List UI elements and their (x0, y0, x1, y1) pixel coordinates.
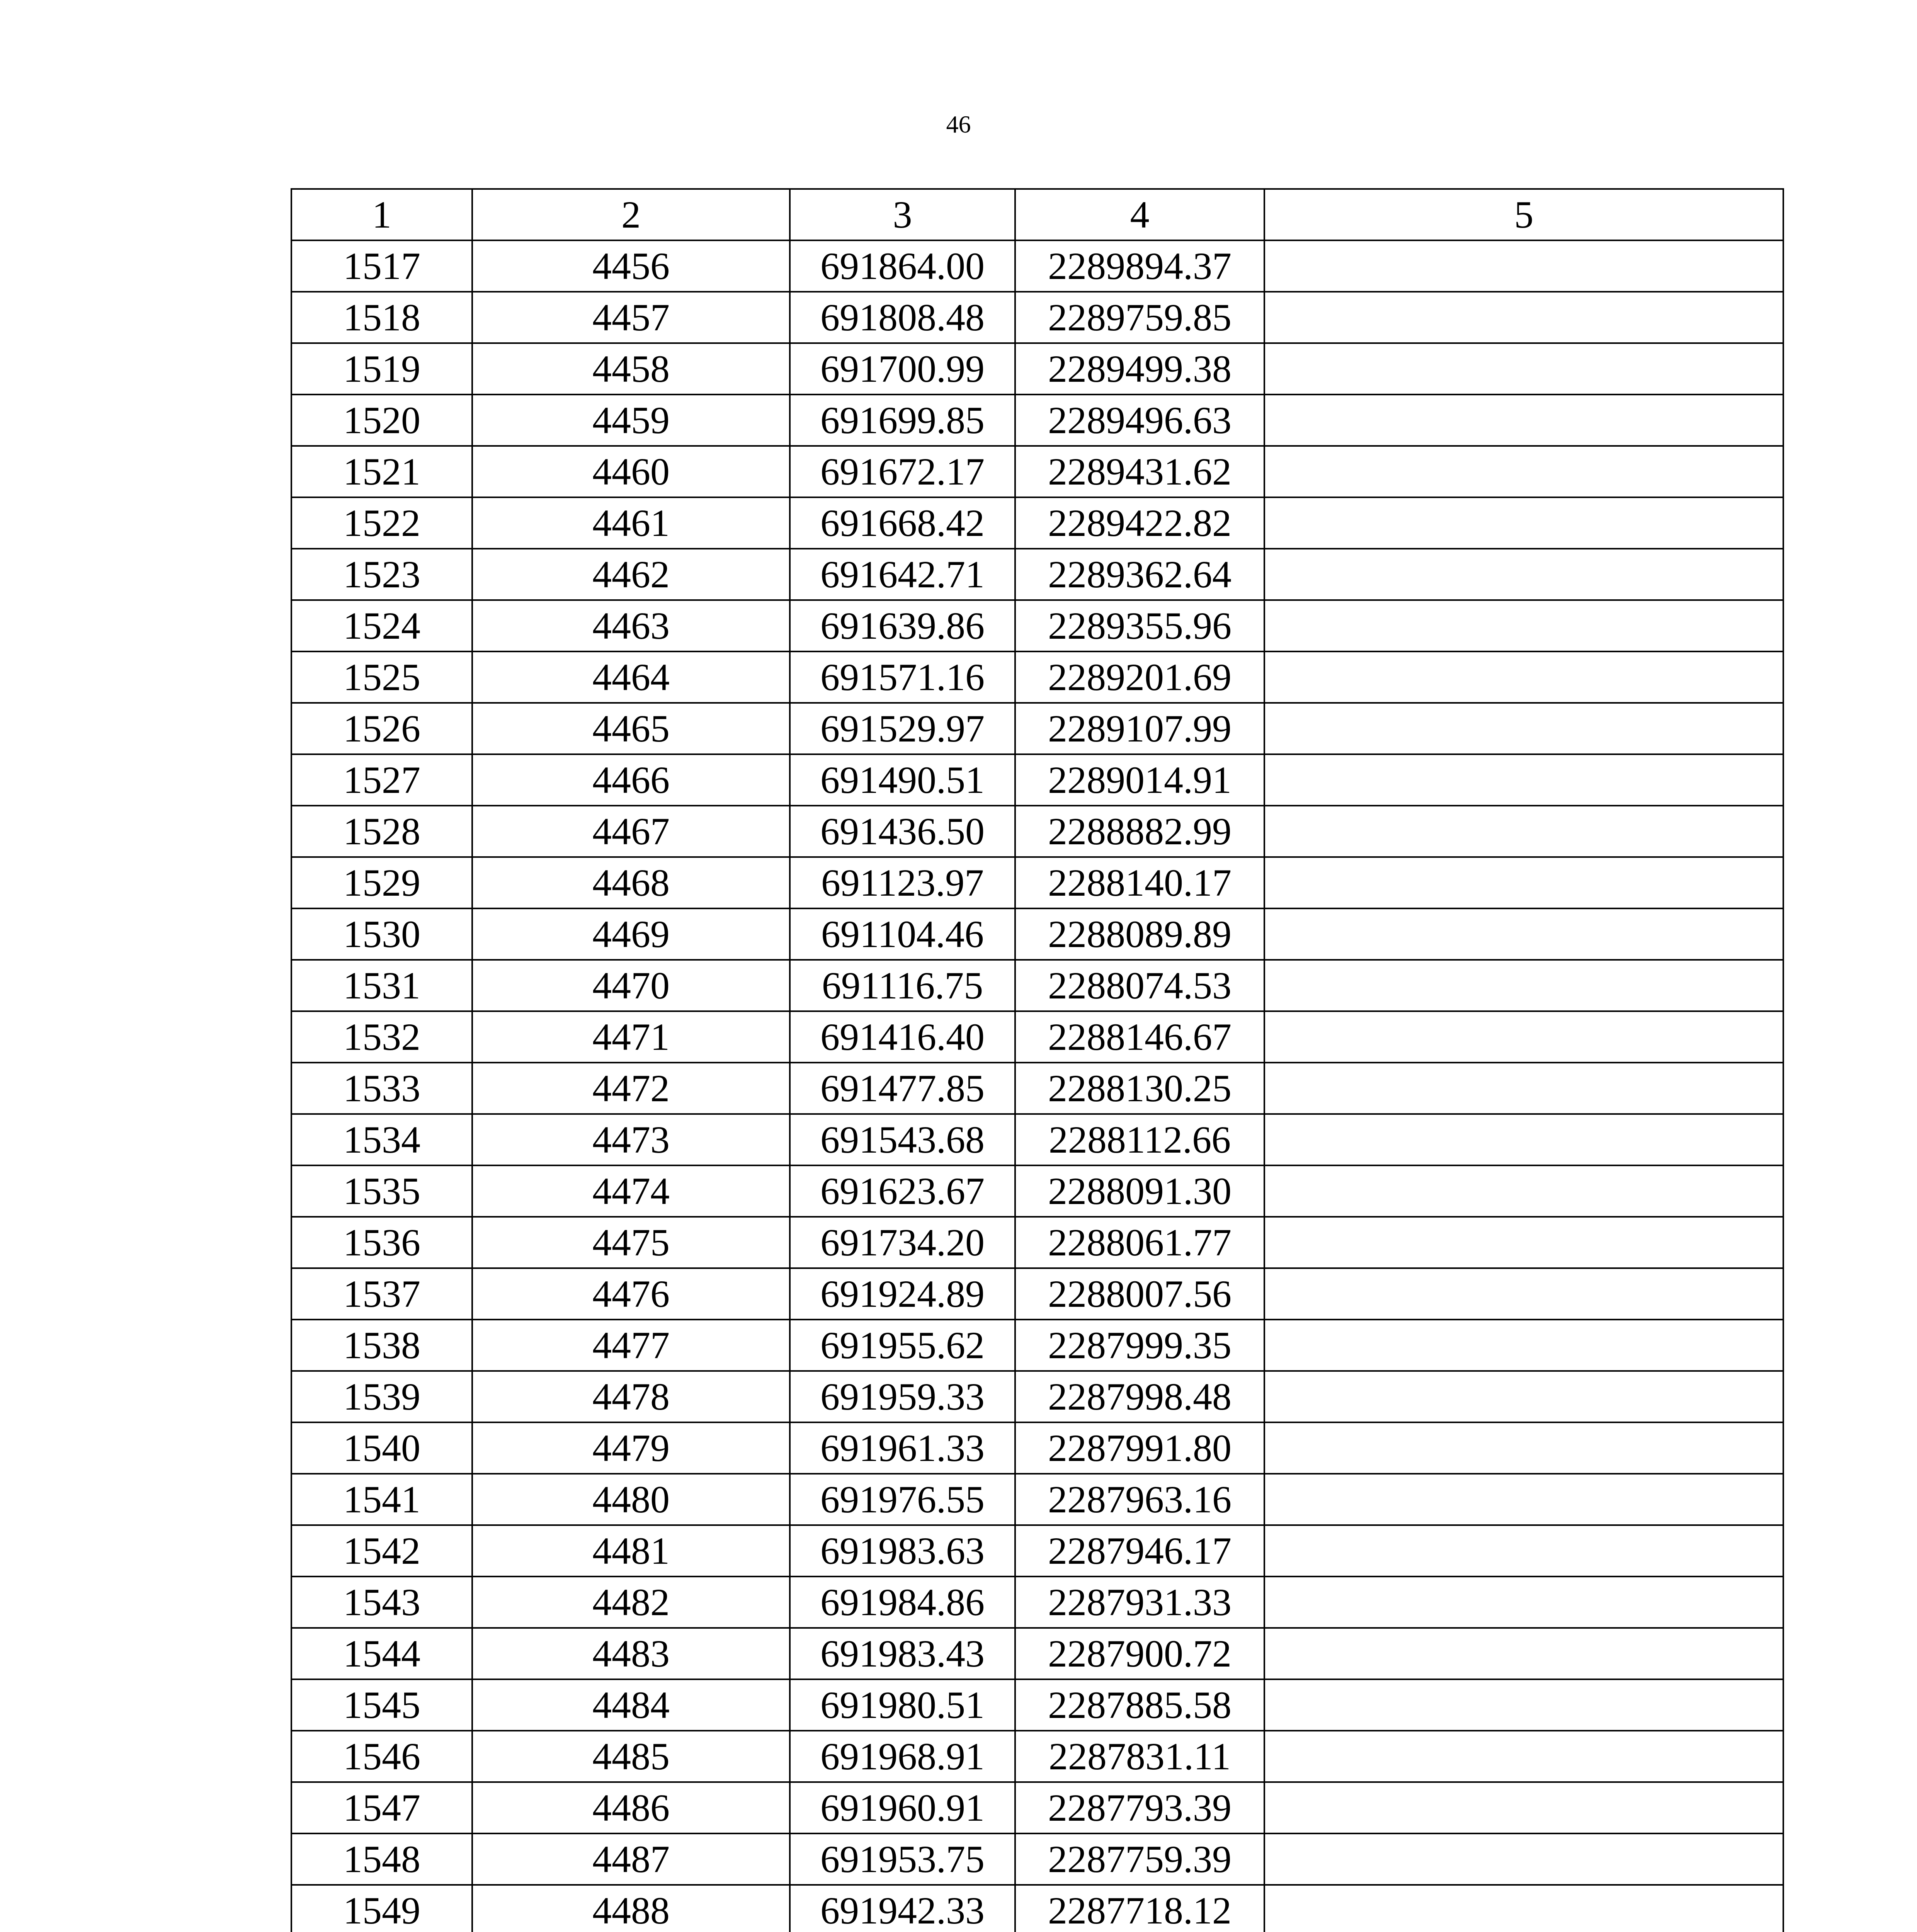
table-row (291, 1371, 1783, 1422)
table-cell: 2288130.25 (1015, 1063, 1264, 1114)
table-cell: 4479 (472, 1422, 790, 1474)
table-cell: 691571.16 (790, 651, 1015, 703)
table-cell: 4482 (472, 1577, 790, 1628)
table-cell: 4471 (472, 1011, 790, 1063)
table-cell: 691808.48 (790, 292, 1015, 343)
table-cell: 4473 (472, 1114, 790, 1165)
table-cell: 691123.97 (790, 857, 1015, 908)
table-cell: 691672.17 (790, 446, 1015, 497)
column-header: 2 (472, 189, 790, 240)
table-cell: 691543.68 (790, 1114, 1015, 1165)
table-cell: 1536 (291, 1217, 472, 1268)
table-row (291, 1885, 1783, 1932)
table-cell: 4470 (472, 960, 790, 1011)
table-cell (1264, 343, 1783, 395)
table-cell (1264, 960, 1783, 1011)
table-cell: 1525 (291, 651, 472, 703)
table-row (291, 1011, 1783, 1063)
table-cell: 2287900.72 (1015, 1628, 1264, 1679)
table-row (291, 1679, 1783, 1731)
table-cell: 1527 (291, 754, 472, 806)
table-cell: 4475 (472, 1217, 790, 1268)
table-cell: 2288882.99 (1015, 806, 1264, 857)
table-cell: 691955.62 (790, 1320, 1015, 1371)
table-cell: 4483 (472, 1628, 790, 1679)
table-cell: 691477.85 (790, 1063, 1015, 1114)
table-cell: 691416.40 (790, 1011, 1015, 1063)
table-cell (1264, 703, 1783, 754)
table-cell (1264, 1885, 1783, 1932)
table-cell (1264, 1011, 1783, 1063)
table-row (291, 549, 1783, 600)
table-cell: 2289362.64 (1015, 549, 1264, 600)
table-row (291, 1320, 1783, 1371)
table-cell: 691983.63 (790, 1525, 1015, 1577)
table-cell: 2287963.16 (1015, 1474, 1264, 1525)
table-cell: 1535 (291, 1165, 472, 1217)
table-row (291, 292, 1783, 343)
table-cell: 2288112.66 (1015, 1114, 1264, 1165)
table-cell: 4478 (472, 1371, 790, 1422)
table-cell: 691104.46 (790, 908, 1015, 960)
table-cell (1264, 600, 1783, 651)
table-cell: 4484 (472, 1679, 790, 1731)
table-cell: 2289759.85 (1015, 292, 1264, 343)
column-header: 5 (1264, 189, 1783, 240)
table-row (291, 446, 1783, 497)
table-row (291, 960, 1783, 1011)
table-row (291, 395, 1783, 446)
table-cell (1264, 806, 1783, 857)
table-row (291, 1474, 1783, 1525)
table-cell (1264, 1063, 1783, 1114)
table-row (291, 497, 1783, 549)
table-row (291, 1268, 1783, 1320)
table-cell: 691980.51 (790, 1679, 1015, 1731)
table-cell: 691953.75 (790, 1833, 1015, 1885)
table-cell (1264, 1217, 1783, 1268)
table-row (291, 1782, 1783, 1833)
table-row (291, 600, 1783, 651)
table-cell: 691864.00 (790, 240, 1015, 292)
table-cell: 4466 (472, 754, 790, 806)
table-cell: 691623.67 (790, 1165, 1015, 1217)
table-cell: 4472 (472, 1063, 790, 1114)
table-cell: 1531 (291, 960, 472, 1011)
table-header-row (291, 189, 1783, 240)
table-cell (1264, 1165, 1783, 1217)
table-cell: 691968.91 (790, 1731, 1015, 1782)
table-cell: 4488 (472, 1885, 790, 1932)
table-cell: 1518 (291, 292, 472, 343)
table-cell (1264, 1833, 1783, 1885)
table-cell: 2289107.99 (1015, 703, 1264, 754)
table-row (291, 1525, 1783, 1577)
table-cell: 691976.55 (790, 1474, 1015, 1525)
table-cell (1264, 1422, 1783, 1474)
table-cell (1264, 908, 1783, 960)
table-row (291, 651, 1783, 703)
table-cell: 1542 (291, 1525, 472, 1577)
table-cell: 1537 (291, 1268, 472, 1320)
table-cell: 2288089.89 (1015, 908, 1264, 960)
table-cell: 1524 (291, 600, 472, 651)
table-cell: 691668.42 (790, 497, 1015, 549)
table-cell (1264, 1525, 1783, 1577)
table-cell: 1539 (291, 1371, 472, 1422)
table-cell: 691924.89 (790, 1268, 1015, 1320)
table-cell: 2287759.39 (1015, 1833, 1264, 1885)
table-cell: 691529.97 (790, 703, 1015, 754)
table-cell (1264, 857, 1783, 908)
table-cell: 691942.33 (790, 1885, 1015, 1932)
table-cell: 4467 (472, 806, 790, 857)
table-cell: 1541 (291, 1474, 472, 1525)
table-cell: 2288061.77 (1015, 1217, 1264, 1268)
table-cell: 2287998.48 (1015, 1371, 1264, 1422)
table-cell (1264, 1731, 1783, 1782)
table-cell: 691961.33 (790, 1422, 1015, 1474)
table-cell: 4462 (472, 549, 790, 600)
table-cell: 1526 (291, 703, 472, 754)
table-cell: 2289422.82 (1015, 497, 1264, 549)
table-cell: 1517 (291, 240, 472, 292)
table-cell: 691734.20 (790, 1217, 1015, 1268)
table-cell: 2287831.11 (1015, 1731, 1264, 1782)
table-row (291, 1063, 1783, 1114)
table-cell (1264, 240, 1783, 292)
table-cell: 4463 (472, 600, 790, 651)
table-cell: 691116.75 (790, 960, 1015, 1011)
table-cell: 4487 (472, 1833, 790, 1885)
table-cell: 1540 (291, 1422, 472, 1474)
table-cell: 691983.43 (790, 1628, 1015, 1679)
table-row (291, 1217, 1783, 1268)
coordinates-table (291, 188, 1784, 1932)
table-cell: 2287793.39 (1015, 1782, 1264, 1833)
table-cell: 691984.86 (790, 1577, 1015, 1628)
table-cell: 4485 (472, 1731, 790, 1782)
table-cell (1264, 1474, 1783, 1525)
table-cell: 4469 (472, 908, 790, 960)
table-cell: 691700.99 (790, 343, 1015, 395)
table-cell (1264, 446, 1783, 497)
table-cell: 4486 (472, 1782, 790, 1833)
table-cell: 4465 (472, 703, 790, 754)
table-cell: 4481 (472, 1525, 790, 1577)
table-cell: 2289014.91 (1015, 754, 1264, 806)
table-cell: 4457 (472, 292, 790, 343)
table-cell (1264, 651, 1783, 703)
table-row (291, 1165, 1783, 1217)
table-row (291, 240, 1783, 292)
table-cell: 691960.91 (790, 1782, 1015, 1833)
table-cell: 1520 (291, 395, 472, 446)
table-cell: 1530 (291, 908, 472, 960)
table-row (291, 908, 1783, 960)
table-cell: 2289431.62 (1015, 446, 1264, 497)
table-cell (1264, 1371, 1783, 1422)
column-header: 4 (1015, 189, 1264, 240)
table-cell: 691959.33 (790, 1371, 1015, 1422)
table-cell: 1548 (291, 1833, 472, 1885)
table-cell: 1543 (291, 1577, 472, 1628)
page-number: 46 (946, 111, 971, 138)
table-cell: 691490.51 (790, 754, 1015, 806)
table-row (291, 703, 1783, 754)
table-cell (1264, 1577, 1783, 1628)
table-cell (1264, 395, 1783, 446)
table-row (291, 1577, 1783, 1628)
table-cell: 2287999.35 (1015, 1320, 1264, 1371)
table-cell: 2288091.30 (1015, 1165, 1264, 1217)
table-cell: 4477 (472, 1320, 790, 1371)
table-cell: 1519 (291, 343, 472, 395)
table-cell: 2288140.17 (1015, 857, 1264, 908)
table-cell: 2288007.56 (1015, 1268, 1264, 1320)
table-cell: 691699.85 (790, 395, 1015, 446)
column-header: 3 (790, 189, 1015, 240)
table-cell: 691639.86 (790, 600, 1015, 651)
table-cell: 2289894.37 (1015, 240, 1264, 292)
table-cell: 4474 (472, 1165, 790, 1217)
table-cell: 4459 (472, 395, 790, 446)
column-header: 1 (291, 189, 472, 240)
table-cell: 4480 (472, 1474, 790, 1525)
table-cell (1264, 1268, 1783, 1320)
table-cell: 2287946.17 (1015, 1525, 1264, 1577)
table-cell (1264, 1320, 1783, 1371)
table-cell: 1532 (291, 1011, 472, 1063)
table-cell: 1534 (291, 1114, 472, 1165)
table-cell: 691436.50 (790, 806, 1015, 857)
table-row (291, 1731, 1783, 1782)
table-cell: 1528 (291, 806, 472, 857)
table-cell: 2287885.58 (1015, 1679, 1264, 1731)
table-cell: 1546 (291, 1731, 472, 1782)
table-row (291, 1114, 1783, 1165)
table-cell: 2288074.53 (1015, 960, 1264, 1011)
table-cell: 1529 (291, 857, 472, 908)
table-cell (1264, 1114, 1783, 1165)
table-cell: 1547 (291, 1782, 472, 1833)
table-cell: 4460 (472, 446, 790, 497)
table-cell: 4461 (472, 497, 790, 549)
table-cell (1264, 1628, 1783, 1679)
table-cell: 691642.71 (790, 549, 1015, 600)
table-cell: 2287718.12 (1015, 1885, 1264, 1932)
table-cell (1264, 1782, 1783, 1833)
table-cell: 4456 (472, 240, 790, 292)
table-cell: 1521 (291, 446, 472, 497)
table-row (291, 1628, 1783, 1679)
table-row (291, 806, 1783, 857)
table-cell: 1545 (291, 1679, 472, 1731)
table-cell (1264, 292, 1783, 343)
table-cell (1264, 497, 1783, 549)
table-cell (1264, 1679, 1783, 1731)
table-cell: 2289355.96 (1015, 600, 1264, 651)
table-cell: 2287931.33 (1015, 1577, 1264, 1628)
table-cell: 2289496.63 (1015, 395, 1264, 446)
table-cell: 1522 (291, 497, 472, 549)
table-cell: 4464 (472, 651, 790, 703)
table-cell: 1544 (291, 1628, 472, 1679)
table-cell: 4476 (472, 1268, 790, 1320)
table-cell: 2289201.69 (1015, 651, 1264, 703)
table-cell: 2288146.67 (1015, 1011, 1264, 1063)
table-row (291, 857, 1783, 908)
table-cell: 4468 (472, 857, 790, 908)
table-cell: 4458 (472, 343, 790, 395)
table-cell: 2287991.80 (1015, 1422, 1264, 1474)
table-row (291, 1422, 1783, 1474)
table-row (291, 1833, 1783, 1885)
table-cell: 1549 (291, 1885, 472, 1932)
table-cell (1264, 754, 1783, 806)
table-body (291, 240, 1783, 1932)
table-cell: 1538 (291, 1320, 472, 1371)
table-cell: 2289499.38 (1015, 343, 1264, 395)
table-cell: 1533 (291, 1063, 472, 1114)
table-cell (1264, 549, 1783, 600)
table-row (291, 754, 1783, 806)
table-row (291, 343, 1783, 395)
table-cell: 1523 (291, 549, 472, 600)
